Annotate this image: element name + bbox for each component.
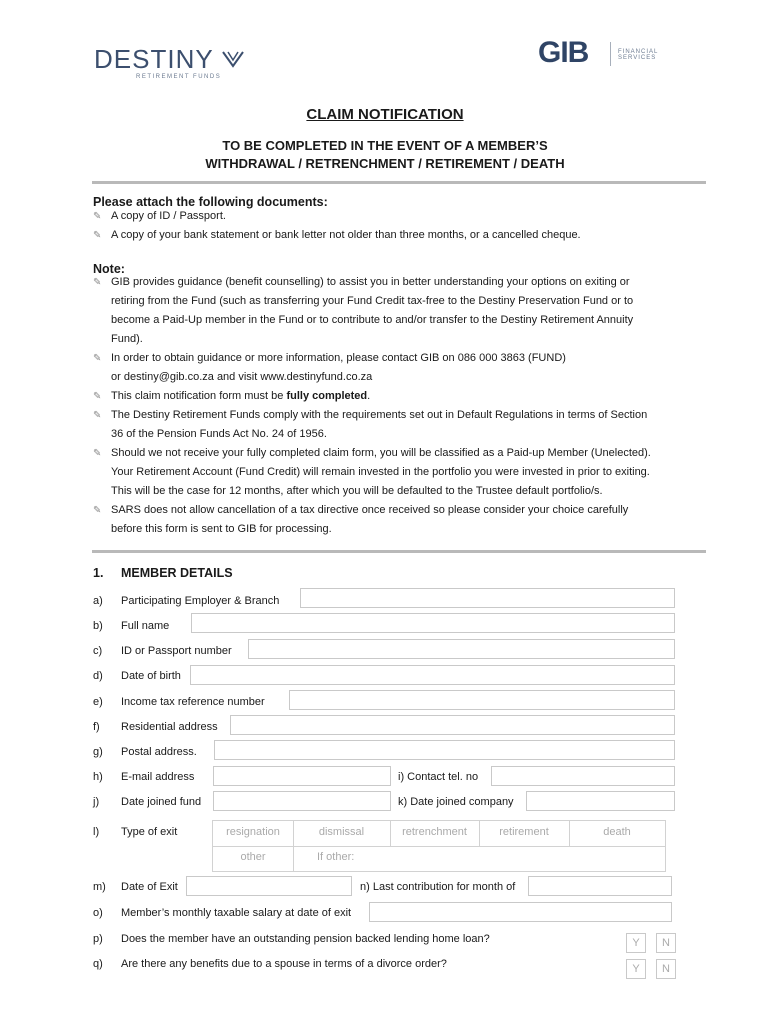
date-joined-company-label: k) Date joined company bbox=[398, 796, 514, 808]
field-letter: o) bbox=[93, 907, 103, 919]
field-letter: c) bbox=[93, 645, 103, 657]
exit-option-retirement[interactable]: retirement bbox=[499, 826, 549, 838]
id-number-label: ID or Passport number bbox=[121, 645, 232, 657]
tick-icon: ✎ bbox=[93, 230, 102, 241]
postal-address-input[interactable] bbox=[214, 740, 675, 760]
full-name-label: Full name bbox=[121, 620, 170, 632]
residential-address-input[interactable] bbox=[230, 715, 675, 735]
email-input[interactable] bbox=[213, 766, 391, 786]
gib-logo-mark: GIB bbox=[538, 36, 589, 69]
date-joined-fund-label: Date joined fund bbox=[121, 796, 202, 808]
contact-tel-input[interactable] bbox=[491, 766, 675, 786]
divider-top bbox=[92, 181, 706, 184]
employer-input[interactable] bbox=[300, 588, 675, 608]
date-of-exit-input[interactable] bbox=[186, 876, 352, 896]
monthly-salary-input[interactable] bbox=[369, 902, 672, 922]
tick-icon: ✎ bbox=[93, 211, 102, 222]
field-letter: b) bbox=[93, 620, 103, 632]
type-of-exit-label: Type of exit bbox=[121, 826, 178, 838]
gib-logo bbox=[538, 38, 688, 70]
subtitle-line-2: WITHDRAWAL / RETRENCHMENT / RETIREMENT / DEATH bbox=[205, 156, 565, 171]
divorce-yes-box[interactable]: Y bbox=[626, 959, 646, 979]
exit-if-other-field[interactable]: If other: bbox=[317, 851, 355, 863]
employer-label: Participating Employer & Branch bbox=[121, 595, 280, 607]
exit-option-death[interactable]: death bbox=[603, 826, 631, 838]
exit-option-other[interactable]: other bbox=[240, 851, 266, 863]
exit-option-dismissal[interactable]: dismissal bbox=[318, 826, 365, 838]
tick-icon: ✎ bbox=[93, 277, 102, 288]
dob-label: Date of birth bbox=[121, 670, 181, 682]
tick-icon: ✎ bbox=[93, 448, 102, 459]
exit-option-resignation[interactable]: resignation bbox=[226, 826, 280, 838]
field-letter: e) bbox=[93, 696, 103, 708]
field-letter: q) bbox=[93, 958, 103, 970]
attach-heading: Please attach the following documents: bbox=[93, 195, 328, 209]
exit-option-retrenchment[interactable]: retrenchment bbox=[402, 826, 467, 838]
date-of-exit-label: Date of Exit bbox=[121, 881, 178, 893]
note-heading: Note: bbox=[93, 262, 125, 276]
field-letter: d) bbox=[93, 670, 103, 682]
last-contribution-label: n) Last contribution for month of bbox=[360, 881, 516, 893]
tick-icon: ✎ bbox=[93, 505, 102, 516]
divider-middle bbox=[92, 550, 706, 553]
field-letter: a) bbox=[93, 595, 103, 607]
postal-address-label: Postal address. bbox=[121, 746, 197, 758]
destiny-logo-word: DESTINY bbox=[94, 44, 214, 74]
tax-ref-input[interactable] bbox=[289, 690, 675, 710]
divorce-no-box[interactable]: N bbox=[656, 959, 676, 979]
type-of-exit-grid bbox=[212, 820, 666, 872]
gib-logo-divider bbox=[610, 42, 611, 66]
dob-input[interactable] bbox=[190, 665, 675, 685]
field-letter: l) bbox=[93, 826, 100, 838]
full-name-input[interactable] bbox=[191, 613, 675, 633]
section-title: MEMBER DETAILS bbox=[121, 566, 233, 580]
gib-logo-sub: FINANCIAL SERVICES bbox=[618, 49, 659, 61]
field-letter: j) bbox=[93, 796, 100, 808]
section-number: 1. bbox=[93, 566, 104, 580]
contact-tel-label: i) Contact tel. no bbox=[398, 771, 479, 783]
home-loan-no-box[interactable]: N bbox=[656, 933, 676, 953]
last-contribution-input[interactable] bbox=[528, 876, 672, 896]
destiny-logo-sub: RETIREMENT FUNDS bbox=[136, 74, 222, 80]
email-label: E-mail address bbox=[121, 771, 195, 783]
field-letter: h) bbox=[93, 771, 103, 783]
date-joined-fund-input[interactable] bbox=[213, 791, 391, 811]
field-letter: m) bbox=[93, 881, 106, 893]
field-letter: g) bbox=[93, 746, 103, 758]
divorce-question: Are there any benefits due to a spouse in terms of a divorce order? bbox=[121, 958, 447, 970]
field-letter: p) bbox=[93, 933, 103, 945]
subtitle-line-1: TO BE COMPLETED IN THE EVENT OF A MEMBER’S bbox=[222, 138, 548, 153]
id-number-input[interactable] bbox=[248, 639, 675, 659]
date-joined-company-input[interactable] bbox=[526, 791, 675, 811]
tick-icon: ✎ bbox=[93, 353, 102, 364]
tick-icon: ✎ bbox=[93, 391, 102, 402]
monthly-salary-label: Member’s monthly taxable salary at date of exit bbox=[121, 907, 352, 919]
residential-address-label: Residential address bbox=[121, 721, 218, 733]
destiny-chevron-icon bbox=[222, 50, 244, 68]
home-loan-question: Does the member have an outstanding pension backed lending home loan? bbox=[121, 933, 490, 945]
page-title: CLAIM NOTIFICATION bbox=[306, 106, 464, 123]
field-letter: f) bbox=[93, 721, 100, 733]
tick-icon: ✎ bbox=[93, 410, 102, 421]
destiny-logo bbox=[94, 44, 254, 84]
tax-ref-label: Income tax reference number bbox=[121, 696, 265, 708]
home-loan-yes-box[interactable]: Y bbox=[626, 933, 646, 953]
